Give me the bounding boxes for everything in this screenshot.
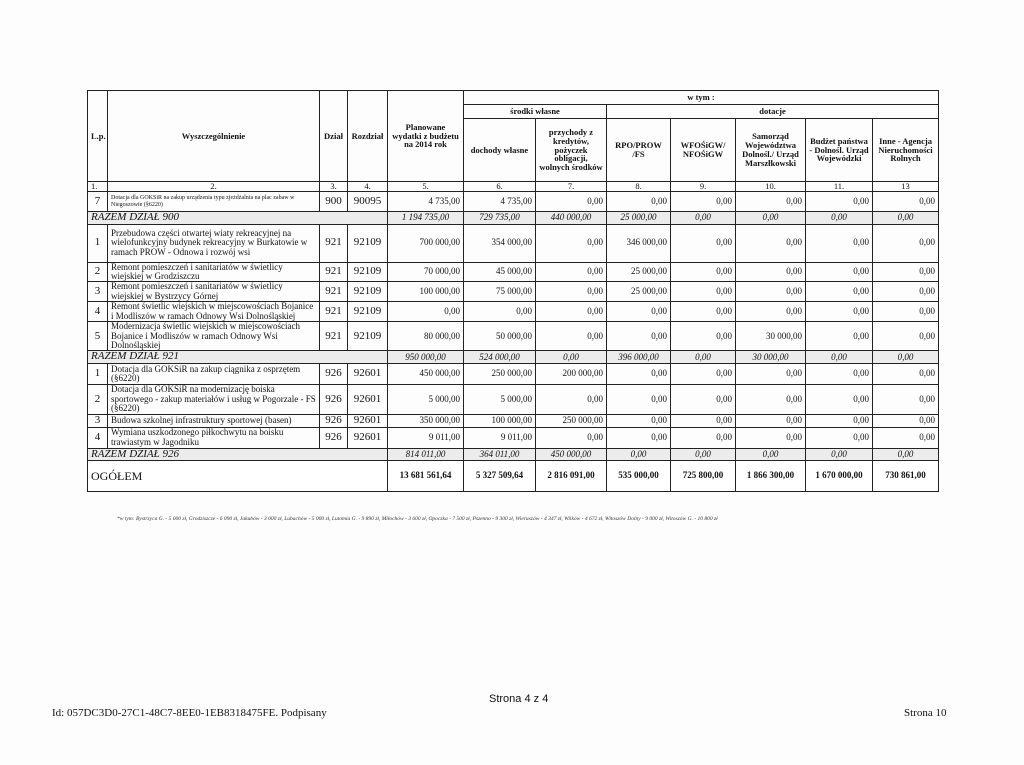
row-dzial: 921: [320, 282, 348, 302]
header-row-1: [88, 91, 939, 105]
row-value: 0,00: [736, 364, 806, 385]
table-row: [88, 364, 939, 385]
row-value: 0,00: [671, 364, 736, 385]
row-lp: 1: [88, 364, 108, 385]
section-total-row: [88, 448, 939, 461]
table-row: [88, 427, 939, 448]
row-value: 0,00: [671, 322, 736, 351]
row-name: Remont pomieszczeń i sanitariatów w świetlicy wiejskiej w Grodziszczu: [108, 262, 320, 282]
total-value: 25 000,00: [607, 212, 671, 225]
column-number: 8.: [607, 182, 671, 192]
row-value: 4 735,00: [464, 192, 536, 212]
row-rozdzial: 92601: [348, 427, 388, 448]
row-value: 0,00: [736, 282, 806, 302]
header-dzial: Dział: [320, 91, 348, 182]
total-value: 30 000,00: [736, 351, 806, 364]
document-id: Id: 057DC3D0-27C1-48C7-8EE0-1EB8318475FE. Podpisany: [52, 707, 327, 719]
budget-table: [87, 90, 939, 492]
column-number: 2.: [108, 182, 320, 192]
column-number: 4.: [348, 182, 388, 192]
row-name: Remont świetlic wiejskich w miejscowościach Bojanice i Modliszów w ramach Odnowy Wsi Dolnośląskiej: [108, 302, 320, 322]
row-lp: 4: [88, 427, 108, 448]
row-lp: 4: [88, 302, 108, 322]
row-value: 0,00: [536, 224, 607, 262]
header-wfos: WFOŚiGW/ NFOŚiGW: [671, 119, 736, 182]
row-rozdzial: 92109: [348, 282, 388, 302]
row-value: 0,00: [736, 224, 806, 262]
row-value: 50 000,00: [464, 322, 536, 351]
row-value: 5 000,00: [388, 385, 464, 415]
row-lp: 3: [88, 282, 108, 302]
row-value: 0,00: [806, 282, 873, 302]
table-row: [88, 385, 939, 415]
column-number: 3.: [320, 182, 348, 192]
row-lp: 3: [88, 415, 108, 428]
row-value: 80 000,00: [388, 322, 464, 351]
header-dochody: dochody własne: [464, 119, 536, 182]
table-row: [88, 302, 939, 322]
total-value: 725 800,00: [671, 461, 736, 492]
row-rozdzial: 92601: [348, 364, 388, 385]
row-value: 350 000,00: [388, 415, 464, 428]
row-value: 0,00: [671, 427, 736, 448]
row-value: 0,00: [607, 302, 671, 322]
row-value: 354 000,00: [464, 224, 536, 262]
row-lp: 2: [88, 262, 108, 282]
row-name: Dotacja dla GOKSiR na modernizację boiska sportowego - zakup materiałów i usług w Pogorzale - FS (§6220): [108, 385, 320, 415]
row-value: 25 000,00: [607, 282, 671, 302]
row-value: 45 000,00: [464, 262, 536, 282]
grand-total-row: [88, 461, 939, 492]
column-number: 11.: [806, 182, 873, 192]
section-total-label: RAZEM DZIAŁ 921: [88, 351, 388, 364]
section-total-row: [88, 212, 939, 225]
row-lp: 7: [88, 192, 108, 212]
row-name: Wymiana uszkodzonego piłkochwytu na boisku trawiastym w Jagodniku: [108, 427, 320, 448]
header-planowane: Planowane wydatki z budżetu na 2014 rok: [388, 91, 464, 182]
total-value: 0,00: [607, 448, 671, 461]
row-value: 9 011,00: [388, 427, 464, 448]
row-value: 0,00: [671, 224, 736, 262]
row-value: 0,00: [388, 302, 464, 322]
total-value: 0,00: [873, 351, 939, 364]
row-value: 0,00: [536, 385, 607, 415]
row-name: Modernizacja świetlic wiejskich w miejscowościach Bojanice i Modliszów w ramach Odnowy Wsi Dolnośląskiej: [108, 322, 320, 351]
row-value: 0,00: [671, 415, 736, 428]
section-total-row: [88, 351, 939, 364]
row-value: 0,00: [806, 364, 873, 385]
row-name: Dotacja dla GOKSiR na zakup ciągnika z osprzętem (§6220): [108, 364, 320, 385]
total-value: 0,00: [806, 212, 873, 225]
row-lp: 2: [88, 385, 108, 415]
row-value: 0,00: [873, 385, 939, 415]
row-lp: 1: [88, 224, 108, 262]
row-value: 0,00: [736, 192, 806, 212]
total-value: 0,00: [671, 351, 736, 364]
column-number-row: [88, 182, 939, 192]
total-value: 730 861,00: [873, 461, 939, 492]
total-value: 0,00: [873, 212, 939, 225]
total-value: 950 000,00: [388, 351, 464, 364]
row-value: 0,00: [806, 192, 873, 212]
row-value: 0,00: [873, 224, 939, 262]
total-value: 814 011,00: [388, 448, 464, 461]
table-row: [88, 415, 939, 428]
row-value: 0,00: [873, 322, 939, 351]
table-row: [88, 322, 939, 351]
total-value: 524 000,00: [464, 351, 536, 364]
total-value: 1 670 000,00: [806, 461, 873, 492]
grand-total-label: OGÓŁEM: [88, 461, 388, 492]
row-dzial: 926: [320, 385, 348, 415]
row-rozdzial: 92109: [348, 224, 388, 262]
header-rozdzial: Rozdział: [348, 91, 388, 182]
pager: Strona 4 z 4: [489, 693, 549, 705]
row-value: 0,00: [536, 262, 607, 282]
row-value: 200 000,00: [536, 364, 607, 385]
total-value: 396 000,00: [607, 351, 671, 364]
row-value: 0,00: [806, 302, 873, 322]
header-samorzad: Samorząd Województwa Dolnośl./ Urząd Marszłkowski: [736, 119, 806, 182]
row-dzial: 921: [320, 262, 348, 282]
total-value: 0,00: [536, 351, 607, 364]
header-lp: L.p.: [88, 91, 108, 182]
table-row: [88, 224, 939, 262]
section-total-label: RAZEM DZIAŁ 900: [88, 212, 388, 225]
row-value: 70 000,00: [388, 262, 464, 282]
row-value: 0,00: [806, 224, 873, 262]
row-value: 0,00: [806, 322, 873, 351]
row-value: 0,00: [806, 427, 873, 448]
row-value: 250 000,00: [536, 415, 607, 428]
row-value: 0,00: [736, 262, 806, 282]
header-name: Wyszczególnienie: [108, 91, 320, 182]
row-value: 4 735,00: [388, 192, 464, 212]
row-rozdzial: 90095: [348, 192, 388, 212]
table-body: [88, 91, 939, 492]
row-value: 0,00: [736, 427, 806, 448]
column-number: 13: [873, 182, 939, 192]
total-value: 364 011,00: [464, 448, 536, 461]
row-value: 0,00: [873, 282, 939, 302]
row-value: 100 000,00: [388, 282, 464, 302]
row-dzial: 921: [320, 224, 348, 262]
total-value: 13 681 561,64: [388, 461, 464, 492]
row-value: 0,00: [806, 262, 873, 282]
row-value: 0,00: [736, 415, 806, 428]
column-number: 5.: [388, 182, 464, 192]
row-value: 0,00: [736, 302, 806, 322]
row-value: 0,00: [806, 415, 873, 428]
row-value: 700 000,00: [388, 224, 464, 262]
total-value: 5 327 509,64: [464, 461, 536, 492]
row-dzial: 926: [320, 427, 348, 448]
row-dzial: 900: [320, 192, 348, 212]
table-row: [88, 282, 939, 302]
row-value: 0,00: [873, 262, 939, 282]
row-value: 0,00: [671, 385, 736, 415]
row-rozdzial: 92109: [348, 322, 388, 351]
total-value: 729 735,00: [464, 212, 536, 225]
total-value: 0,00: [736, 448, 806, 461]
total-value: 1 866 300,00: [736, 461, 806, 492]
row-value: 0,00: [607, 364, 671, 385]
total-value: 1 194 735,00: [388, 212, 464, 225]
row-lp: 5: [88, 322, 108, 351]
total-value: 0,00: [806, 448, 873, 461]
row-value: 346 000,00: [607, 224, 671, 262]
row-value: 0,00: [671, 262, 736, 282]
row-value: 0,00: [607, 427, 671, 448]
row-value: 75 000,00: [464, 282, 536, 302]
header-inne: Inne - Agencja Nieruchomości Rolnych: [873, 119, 939, 182]
row-value: 450 000,00: [388, 364, 464, 385]
row-value: 0,00: [607, 192, 671, 212]
column-number: 7.: [536, 182, 607, 192]
row-value: 0,00: [873, 415, 939, 428]
row-value: 0,00: [536, 427, 607, 448]
total-value: 450 000,00: [536, 448, 607, 461]
row-value: 0,00: [671, 192, 736, 212]
row-value: 9 011,00: [464, 427, 536, 448]
row-rozdzial: 92109: [348, 262, 388, 282]
total-value: 0,00: [671, 448, 736, 461]
footnote: *w tym: Bystrzyca G. - 5 000 zł, Grodziszcze - 6 090 zł, Jakubów - 3 000 zł, Lubachów - 5 000 zł, Lutomia G. - 9 890 zł, Miłochów - 3 600 zł, Opoczka - 7 500 zł, Pszenno - 9 300 zł, Wieruszów - 4 347 zł, Wilków - 4 672 zł, Witoszów Dolny - 9 000 zł, Witoszów G. - 10 800 zł: [117, 516, 718, 522]
header-dotacje: dotacje: [607, 105, 939, 119]
row-name: Dotacja dla GOKSiR na zakup urządzenia typu zjeżdżalnia na plac zabaw w Niegoszowie (§6220): [108, 192, 320, 212]
total-value: 2 816 091,00: [536, 461, 607, 492]
column-number: 10.: [736, 182, 806, 192]
column-number: 6.: [464, 182, 536, 192]
row-value: 0,00: [736, 385, 806, 415]
row-value: 0,00: [873, 302, 939, 322]
total-value: 0,00: [873, 448, 939, 461]
row-value: 30 000,00: [736, 322, 806, 351]
row-dzial: 921: [320, 322, 348, 351]
table-row: [88, 192, 939, 212]
column-number: 9.: [671, 182, 736, 192]
total-value: 535 000,00: [607, 461, 671, 492]
row-value: 0,00: [536, 322, 607, 351]
header-rpo: RPO/PROW /FS: [607, 119, 671, 182]
row-value: 0,00: [607, 385, 671, 415]
header-srodki-wlasne: środki własne: [464, 105, 607, 119]
row-value: 0,00: [873, 427, 939, 448]
row-value: 0,00: [607, 322, 671, 351]
row-value: 100 000,00: [464, 415, 536, 428]
row-value: 25 000,00: [607, 262, 671, 282]
row-value: 0,00: [806, 385, 873, 415]
row-dzial: 921: [320, 302, 348, 322]
row-rozdzial: 92109: [348, 302, 388, 322]
total-value: 0,00: [671, 212, 736, 225]
row-rozdzial: 92601: [348, 385, 388, 415]
header-w-tym: w tym :: [464, 91, 939, 105]
column-number: 1.: [88, 182, 108, 192]
row-name: Przebudowa części otwartej wiaty rekreacyjnej na wielofunkcyjny budynek rekreacyjny w Burkatowie w ramach PROW - Odnowa i rozwój wsi: [108, 224, 320, 262]
row-value: 0,00: [671, 302, 736, 322]
row-value: 5 000,00: [464, 385, 536, 415]
row-value: 0,00: [873, 364, 939, 385]
row-value: 250 000,00: [464, 364, 536, 385]
row-name: Remont pomieszczeń i sanitariatów w świetlicy wiejskiej w Bystrzycy Górnej: [108, 282, 320, 302]
total-value: 0,00: [736, 212, 806, 225]
row-value: 0,00: [671, 282, 736, 302]
table-row: [88, 262, 939, 282]
page-number: Strona 10: [904, 707, 947, 719]
row-value: 0,00: [536, 282, 607, 302]
row-value: 0,00: [464, 302, 536, 322]
total-value: 0,00: [806, 351, 873, 364]
row-value: 0,00: [873, 192, 939, 212]
header-budzet: Budżet państwa - Dolnośl. Urząd Wojewódzki: [806, 119, 873, 182]
row-dzial: 926: [320, 415, 348, 428]
total-value: 440 000,00: [536, 212, 607, 225]
row-name: Budowa szkolnej infrastruktury sportowej (basen): [108, 415, 320, 428]
row-value: 0,00: [607, 415, 671, 428]
row-rozdzial: 92601: [348, 415, 388, 428]
section-total-label: RAZEM DZIAŁ 926: [88, 448, 388, 461]
header-przychody: przychody z kredytów, pożyczek obligacji, wolnych środków: [536, 119, 607, 182]
row-dzial: 926: [320, 364, 348, 385]
row-value: 0,00: [536, 192, 607, 212]
row-value: 0,00: [536, 302, 607, 322]
